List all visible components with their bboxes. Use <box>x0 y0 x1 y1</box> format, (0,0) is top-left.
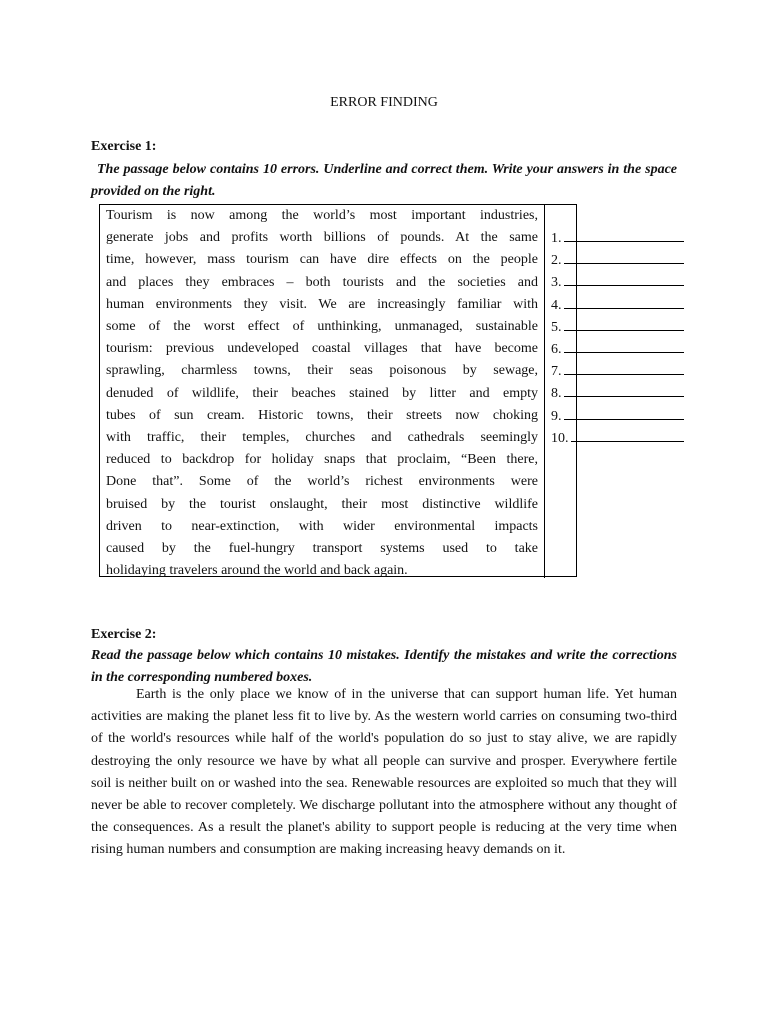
answer-number: 8. <box>551 386 562 402</box>
passage-line: holidaying travelers around the world and back again. <box>106 563 408 579</box>
passage-line: generate jobs and profits worth billions of pounds. At the same <box>106 230 538 246</box>
answer-item <box>551 316 691 338</box>
answer-number: 7. <box>551 364 562 380</box>
answer-item <box>551 427 691 449</box>
answer-number: 2. <box>551 253 562 269</box>
answer-blank[interactable] <box>564 294 684 309</box>
passage-line: tubes of sun cream. Historic towns, their streets now choking <box>106 407 538 423</box>
answer-number: 9. <box>551 408 562 424</box>
answer-item <box>551 360 691 382</box>
answer-number: 4. <box>551 297 562 313</box>
answer-blank[interactable] <box>564 382 684 397</box>
passage-line: denuded of wildlife, their beaches stained by litter and empty <box>106 385 538 401</box>
answer-item <box>551 271 691 293</box>
passage-line: caused by the fuel-hungry transport systems used to take <box>106 541 538 557</box>
answer-item <box>551 249 691 271</box>
passage-line: driven to near-extinction, with wider environmental impacts <box>106 518 538 534</box>
table-column-divider <box>544 204 545 578</box>
answer-blank[interactable] <box>564 316 684 331</box>
passage-line: reduced to backdrop for holiday snaps that proclaim, “Been there, <box>106 452 538 468</box>
passage-line: some of the worst effect of unthinking, unmanaged, sustainable <box>106 319 538 335</box>
passage-line: Done that”. Some of the world’s richest environments were <box>106 474 538 490</box>
page-title: ERROR FINDING <box>330 95 438 110</box>
exercise-2-heading: Exercise 2: <box>91 627 157 642</box>
answer-blank[interactable] <box>564 249 684 264</box>
answer-item <box>551 227 691 249</box>
answer-number: 3. <box>551 275 562 291</box>
answer-blank[interactable] <box>564 360 684 375</box>
answer-blank[interactable] <box>564 271 684 286</box>
passage-line: bruised by the tourist onslaught, their most distinctive wildlife <box>106 496 538 512</box>
answer-item <box>551 338 691 360</box>
answer-list <box>551 227 691 449</box>
exercise-2-instruction: Read the passage below which contains 10 mistakes. Identify the mistakes and write the corrections in the corresponding numbered boxes. <box>91 648 677 685</box>
passage-paragraph: Earth is the only place we know of in the universe that can support human life. Yet human activities are making the planet less fit to live by. As the western world carries on consuming two-third of the world's resources while half of the world's population do so just to stay alive, we are rapidly destroying the only resource we have by what all people can survive and prosper. Everywhere fertile soil is neither built on or washed into the sea. Renewable resources are exploited so much that they will never be able to recover completely. We discharge pollutant into the atmosphere without any thought of the consequences. As a result the planet's ability to support people is reducing at the very time when rising human numbers and consumption are making increasing heavy demands on it. <box>91 687 677 858</box>
answer-blank[interactable] <box>564 405 684 420</box>
passage-line: and places they embraces – both tourists and the societies and <box>106 274 538 290</box>
answer-blank[interactable] <box>564 338 684 353</box>
passage-line: human environments they visit. We are increasingly familiar with <box>106 296 538 312</box>
passage-line: sprawling, charmless towns, their seas poisonous by sewage, <box>106 363 538 379</box>
answer-number: 6. <box>551 341 562 357</box>
answer-blank[interactable] <box>571 427 684 442</box>
answer-number: 10. <box>551 430 569 446</box>
passage-line: time, however, mass tourism can have dire effects on the people <box>106 252 538 268</box>
exercise-2-passage <box>91 684 677 862</box>
exercise-1-heading: Exercise 1: <box>91 139 157 154</box>
passage-line: tourism: previous undeveloped coastal villages that have become <box>106 341 538 357</box>
answer-number: 1. <box>551 231 562 246</box>
exercise-1-passage <box>106 205 538 582</box>
answer-item <box>551 405 691 427</box>
passage-line: with traffic, their temples, churches and cathedrals seemingly <box>106 430 538 446</box>
answer-number: 5. <box>551 319 562 335</box>
passage-line: Tourism is now among the world’s most important industries, <box>106 208 538 223</box>
answer-item <box>551 294 691 316</box>
exercise-1-instruction: The passage below contains 10 errors. Underline and correct them. Write your answers in the space provided on the right. <box>91 162 677 199</box>
answer-item <box>551 382 691 404</box>
answer-blank[interactable] <box>564 227 684 242</box>
